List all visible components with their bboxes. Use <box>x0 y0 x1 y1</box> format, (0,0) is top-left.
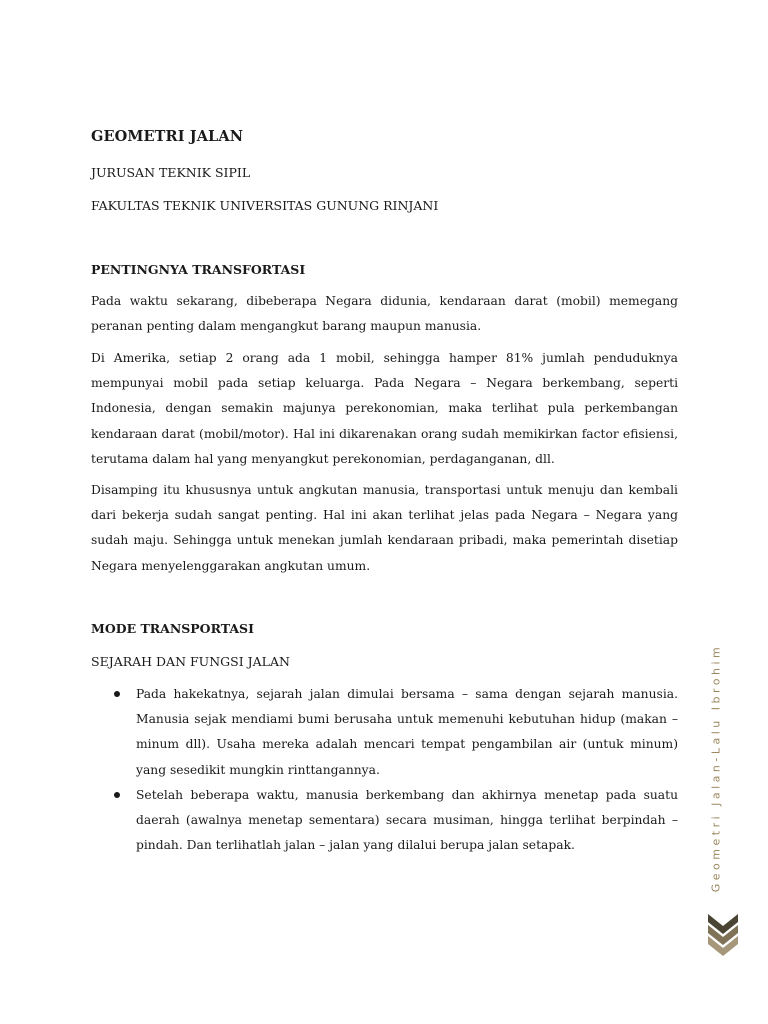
sidebar-vertical-text: Geometri Jalan-Lalu Ibrohim <box>709 643 723 893</box>
bullet-list <box>91 682 678 858</box>
list-item <box>91 682 678 783</box>
list-item <box>91 783 678 859</box>
paragraph-2: Di Amerika, setiap 2 orang ada 1 mobil, sehingga hamper 81% jumlah penduduknya mempunyai mobil pada setiap keluarga. Pada Negara – Negara berkembang, seperti Indonesia, dengan semakin majunya perekonomian, maka terlihat pula perkembangan kendaraan darat (mobil/motor). Hal ini dikarenakan orang sudah memikirkan factor efisiensi, terutama dalam hal yang menyangkut perekonomian, perdaganganan, dll. <box>91 351 678 466</box>
bullet-text: Pada hakekatnya, sejarah jalan dimulai bersama – sama dengan sejarah manusia. Manusia sejak mendiami bumi berusaha untuk memenuhi kebutuhan hidup (makan – minum dll). Usaha mereka adalah mencari tempat pengambilan air (untuk minum) yang sesedikit mungkin rinttangannya. <box>136 687 678 777</box>
double-chevron-down-icon <box>706 912 740 962</box>
department-line: JURUSAN TEKNIK SIPIL <box>91 165 251 180</box>
paragraph-3: Disamping itu khususnya untuk angkutan manusia, transportasi untuk menuju dan kembali dari bekerja sudah sangat penting. Hal ini akan terlihat jelas pada Negara – Negara yang sudah maju. Sehingga untuk menekan jumlah kendaraan pribadi, maka pemerintah disetiap Negara menyelenggarakan angkutan umum. <box>91 483 678 573</box>
bullet-dot-icon <box>114 792 120 798</box>
section-heading-mode: MODE TRANSPORTASI <box>91 621 254 636</box>
faculty-line: FAKULTAS TEKNIK UNIVERSITAS GUNUNG RINJANI <box>91 198 439 213</box>
subsection-heading-sejarah: SEJARAH DAN FUNGSI JALAN <box>91 654 290 669</box>
paragraph-1: Pada waktu sekarang, dibeberapa Negara didunia, kendaraan darat (mobil) memegang peranan penting dalam mengangkut barang maupun manusia. <box>91 294 678 334</box>
bullet-text: Setelah beberapa waktu, manusia berkembang dan akhirnya menetap pada suatu daerah (awalnya menetap sementara) secara musiman, hingga terlihat berpindah – pindah. Dan terlihatlah jalan – jalan yang dilalui berupa jalan setapak. <box>136 787 678 853</box>
bullet-dot-icon <box>114 691 120 697</box>
section-heading-pentingnya: PENTINGNYA TRANSFORTASI <box>91 262 306 277</box>
document-title: GEOMETRI JALAN <box>91 128 244 145</box>
